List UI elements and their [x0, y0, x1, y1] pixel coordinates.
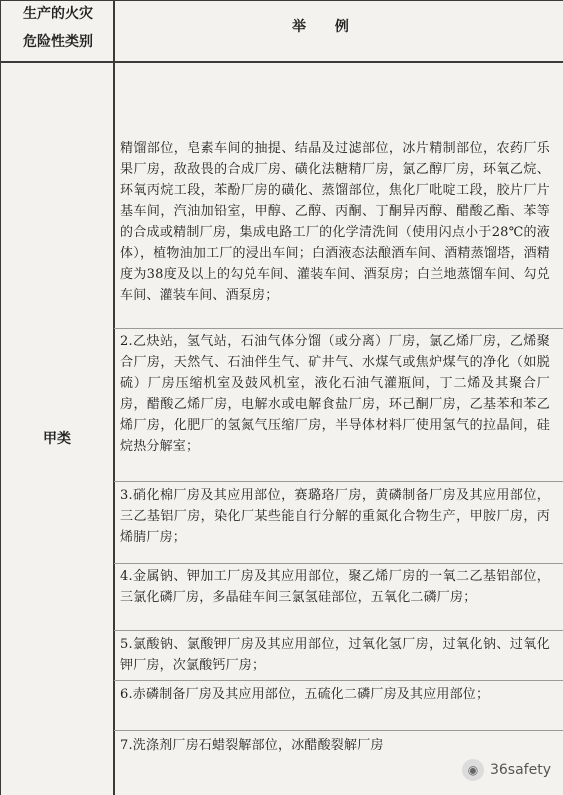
example-item-7: 7.洗涤剂厂房石蜡裂解部位，冰醋酸裂解厂房: [120, 738, 384, 753]
bleed-through-texture: [118, 68, 551, 83]
example-item-3: 3.硝化棉厂房及其应用部位，赛璐珞厂房，黄磷制备厂房及其应用部位，三乙基铝厂房，染化厂某些能自行分解的重氮化合物生产，甲胺厂房，丙烯腈厂房；: [120, 488, 550, 545]
item-separator: [114, 481, 563, 482]
item-separator: [114, 328, 563, 329]
header-left-line1: 生产的火灾: [23, 6, 93, 22]
example-item-4: 4.金属钠、钾加工厂房及其应用部位，聚乙烯厂房的一氧二乙基铝部位，三氯化磷厂房，多晶硅车间三氯氢硅部位，五氧化二磷厂房；: [120, 569, 550, 605]
header-examples-column: 举 例: [292, 19, 361, 35]
header-left-line2: 危险性类别: [23, 34, 93, 50]
fire-hazard-category: 甲类: [43, 431, 71, 447]
watermark-text: 36safety: [489, 762, 551, 778]
example-item-5: 5.氯酸钠、氯酸钾厂房及其应用部位，过氧化氢厂房，过氧化钠、过氧化钾厂房，次氯酸钙厂房；: [120, 637, 550, 673]
column-divider: [113, 0, 115, 795]
watermark: [462, 759, 551, 781]
header-category-column: [8, 0, 108, 60]
example-item-1: 精馏部位，皂素车间的抽提、结晶及过滤部位，冰片精制部位，农药厂乐果厂房，敌敌畏的合成厂房、磺化法糖精厂房，氯乙醇厂房，环氧乙烷、环氧丙烷工段，苯酚厂房的磺化、蒸馏部位，焦化厂吡啶工段，胶片厂片基车间，汽油加铅室，甲醇、乙醇、丙酮、丁酮异丙醇、醋酸乙酯、苯等的合成或精制厂房，集成电路工厂的化学清洗间（使用闪点小于28℃的液体），植物油加工厂的浸出车间；白酒液态法酿酒车间、酒精蒸馏塔，酒精度为38度及以上的勾兑车间、灌装车间、酒泵房；白兰地蒸馏车间、勾兑车间、灌装车间、酒泵房；: [120, 141, 550, 303]
example-item-6: 6.赤磷制备厂房及其应用部位，五硫化二磷厂房及其应用部位；: [120, 687, 490, 702]
table-left-border: [0, 0, 1, 795]
item-separator: [114, 630, 563, 631]
example-item-2: 2.乙炔站，氢气站，石油气体分馏（或分离）厂房，氯乙烯厂房，乙烯聚合厂房，天然气、石油伴生气、矿井气、水煤气或焦炉煤气的净化（如脱硫）厂房压缩机室及鼓风机室，液化石油气灌瓶间，丁二烯及其聚合厂房，醋酸乙烯厂房，电解水或电解食盐厂房，环己酮厂房，乙基苯和苯乙烯厂房，化肥厂的氢氮气压缩厂房，半导体材料厂使用氢气的拉晶间，硅烷热分解室；: [120, 334, 550, 454]
item-separator: [114, 680, 563, 681]
item-separator: [114, 563, 563, 564]
wechat-icon: ◉: [462, 759, 484, 781]
header-bottom-border: [0, 61, 563, 63]
item-separator: [114, 730, 563, 731]
